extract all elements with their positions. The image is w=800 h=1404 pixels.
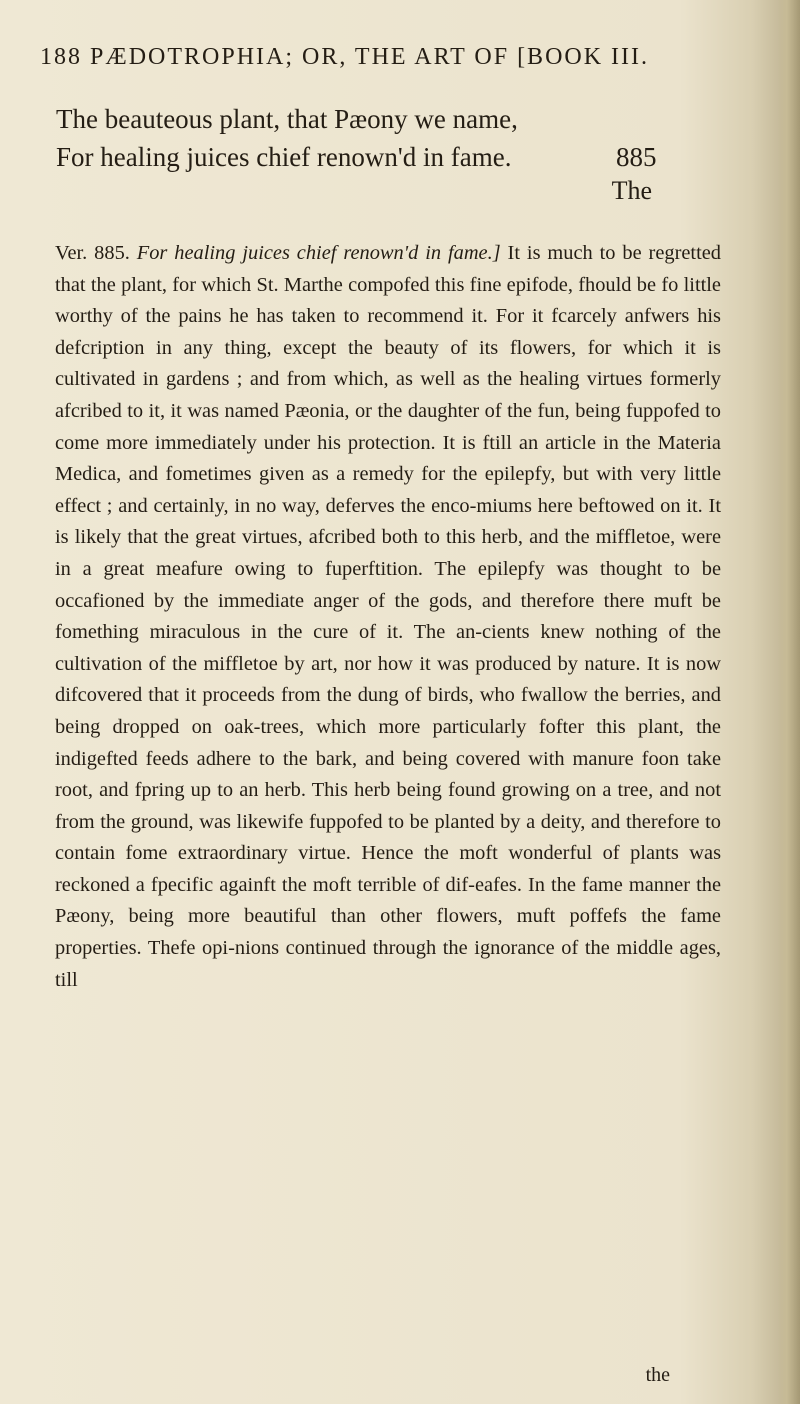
verse-catchword: The [611, 176, 652, 205]
page-catchword: the [645, 1364, 670, 1386]
note-verse-ref: Ver. 885. [55, 242, 130, 264]
note-lemma: For healing juices chief renown'd in fame.] [136, 242, 501, 264]
verse-line-2-text: For healing juices chief renown'd in fame. [56, 142, 512, 172]
verse-line-1: The beauteous plant, that Pæony we name, [56, 104, 518, 134]
verse-block [56, 100, 716, 176]
note-body: It is much to be regretted that the plant, for which St. Marthe compofed this fine epifode, fhould be fo little worthy of the pains he has taken to recommend it. For it fcarcely anfwers his defcription in any thing, except the beauty of its flowers, for which it is cultivated in gardens ; and from which, as well as the healing virtues formerly afcribed to it, it was named Pæonia, or the daughter of the fun, being fuppofed to come more immediately under his protection. It is ftill an article in the Materia Medica, and fometimes given as a remedy for the epilepfy, but with very little effect ; and certainly, in no way, deferves the enco-miums here beftowed on it. It is likely that the great virtues, afcribed both to this herb, and the miffletoe, were in a great meafure owing to fuperftition. The epilepfy was thought to be occafioned by the immediate anger of the gods, and therefore there muft be fomething miraculous in the cure of it. The an-cients knew nothing of the cultivation of the miffletoe by art, nor how it was produced by nature. It is now difcovered that it proceeds from the dung of birds, who fwallow the berries, and being dropped on oak-trees, which more particularly fofter this plant, the indigefted feeds adhere to the bark, and being covered with manure foon take root, and fpring up to an herb. This herb being found growing on a tree, and not from the ground, was likewife fuppofed to be planted by a deity, and therefore to contain fome extraordinary virtue. Hence the moft wonderful of plants was reckoned a fpecific againft the moft terrible of dif-eafes. In the fame manner the Pæony, being more beautiful than other flowers, muft poffefs the fame properties. Thefe opi-nions continued through the ignorance of the middle ages, till [55, 242, 721, 991]
running-head: 188 PÆDOTROPHIA; OR, THE ART OF [BOOK III. [40, 44, 650, 70]
commentary-note [55, 238, 721, 996]
line-number: 885 [616, 142, 657, 172]
page-edge-shadow [778, 0, 800, 1404]
verse-line-2 [56, 138, 716, 176]
